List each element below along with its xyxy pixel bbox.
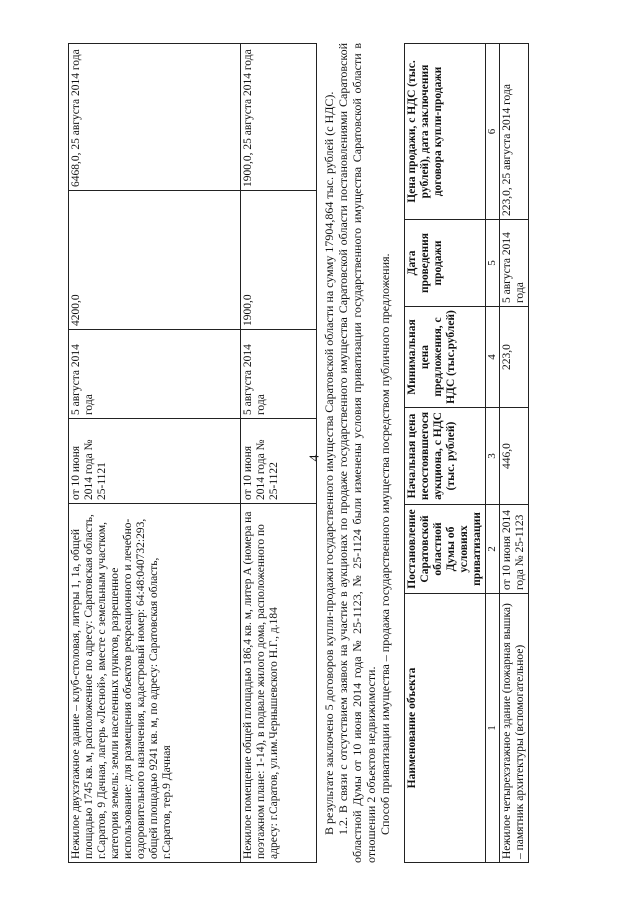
start-price-cell: 446,0 (500, 408, 529, 505)
paragraph-conditions: 1.2. В связи с отсутствием заявок на участие в аукционах по продаже государственного имущества Саратовской области постановлениями Саратовской областной Думы от 10 июня 2014 года № 25-1123, № 25-1124 были изменены условия приватизации государственного имущества Саратовской области в отношении 2 объектов недвижимости. (336, 43, 378, 863)
table-row (500, 44, 529, 863)
col-number: 2 (486, 505, 500, 594)
auction-date-cell: 5 августа 2014 года (69, 330, 241, 419)
start-price-cell: 4200,0 (69, 191, 241, 330)
rotated-page-content (68, 43, 628, 863)
col-header-start-price: Начальная цена несостоявшегося аукциона, с НДС (тыс. рублей) (405, 408, 486, 505)
col-number: 3 (486, 408, 500, 505)
public-offer-table (404, 43, 529, 863)
object-name-cell: Нежилое четырехэтажное здание (пожарная вышка) – памятник архитектуры (вспомогательное) (500, 594, 529, 863)
start-price-cell: 1900,0 (241, 191, 317, 330)
col-number: 4 (486, 307, 500, 408)
sale-price-cell: 6468,0, 25 августа 2014 года (69, 44, 241, 191)
col-header-sale: Цена продажи, с НДС (тыс. рублей), дата заключения договора купли-продажи (405, 44, 486, 220)
decree-cell: от 10 июня 2014 года № 25-1123 (500, 505, 529, 594)
table-row (241, 44, 317, 863)
table-row (69, 44, 241, 863)
decree-cell: от 10 июня 2014 года № 25-1121 (69, 419, 241, 504)
col-header-name: Наименование объекта (405, 594, 486, 863)
paragraph-method: Способ приватизации имущества – продажа государственного имущества посредством публичного предложения. (378, 253, 392, 835)
decree-cell: от 10 июня 2014 года № 25-1122 (241, 419, 317, 504)
col-number: 6 (486, 44, 500, 220)
col-header-min-price: Минимальная цена предложения, с НДС (тыс.рублей) (405, 307, 486, 408)
page-number: 4 (307, 454, 323, 462)
sale-cell: 223,0, 25 августа 2014 года (500, 44, 529, 220)
sale-price-cell: 1900,0, 25 августа 2014 года (241, 44, 317, 191)
col-header-decree: Постановление Саратовской областной Думы об условиях приватизации (405, 505, 486, 594)
header-row (405, 44, 486, 863)
col-number: 1 (486, 594, 500, 863)
column-number-row (486, 44, 500, 863)
paragraph-result: В результате заключено 5 договоров купли-продажи государственного имущества Саратовской области на сумму 17904,864 тыс. рублей (с НДС). (322, 91, 336, 835)
body-text (322, 43, 392, 863)
auction-date-cell: 5 августа 2014 года (241, 330, 317, 419)
object-name-cell: Нежилое двухэтажное здание – клуб-столовая, литеры 1, 1а, общей площадью 1745 кв. м, расположенное по адресу: Саратовская область, г.Саратов, 9 Дачная, лагерь «Лесной», вместе с земельным участком, категория земель: земли населенных пунктов, разрешенное использование: для размещения объектов рекреационного и лечебно-оздоровительного назначения, кадастровый номер: 64:48:040732:293, общей площадью 9241 кв. м, по адресу: Саратовская область, г.Саратов, тер.9 Дачная (69, 504, 241, 863)
min-price-cell: 223,0 (500, 307, 529, 408)
col-number: 5 (486, 220, 500, 307)
object-name-cell: Нежилое помещение общей площадью 186,4 кв. м, литер А (номера на поэтажном плане: 1-14), в подвале жилого дома, расположенного по адресу: г.Саратов, ул.им.Чернышевского Н.Г., д.184 (241, 504, 317, 863)
col-header-date: Дата проведения продажи (405, 220, 486, 307)
date-cell: 5 августа 2014 года (500, 220, 529, 307)
sold-objects-table (68, 43, 317, 863)
